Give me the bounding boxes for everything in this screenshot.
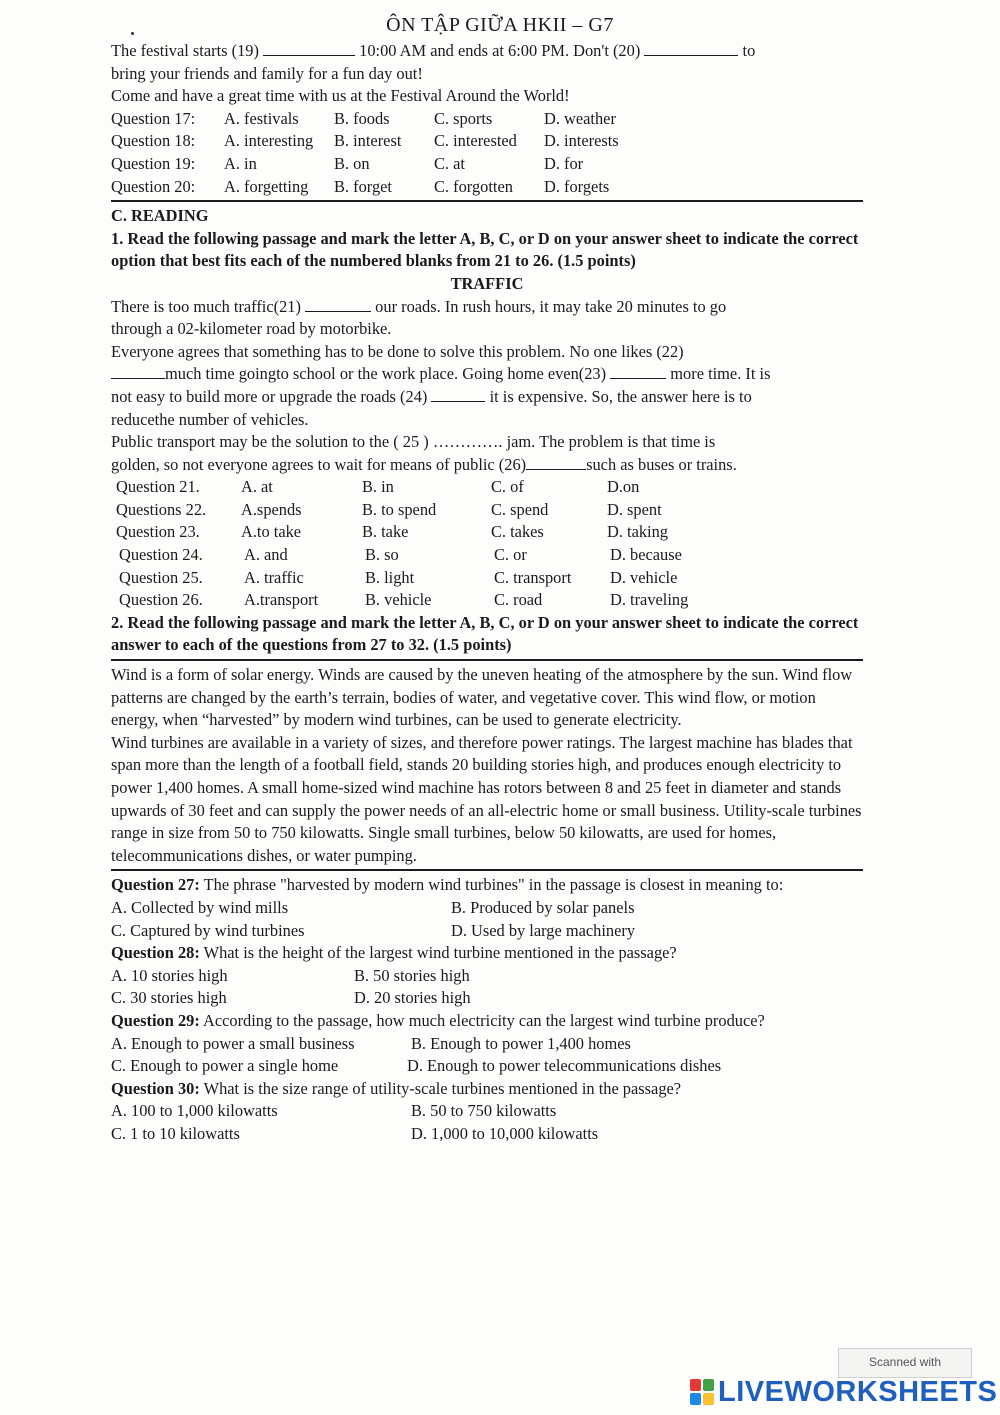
option-22-a[interactable]: A.spends bbox=[241, 499, 302, 519]
option-19-a[interactable]: A. in bbox=[224, 153, 257, 173]
option-23-a[interactable]: A.to take bbox=[241, 522, 302, 542]
question-24-row: Question 24. A. and B. so C. or D. because bbox=[119, 544, 863, 567]
option-19-d[interactable]: D. for bbox=[544, 153, 584, 173]
question-20-row: Question 20: A. forgetting B. forget C. forgotten D. forgets bbox=[111, 176, 863, 199]
option-26-d[interactable]: D. traveling bbox=[610, 590, 689, 610]
question-27-options-1 bbox=[111, 897, 863, 920]
question-28-stem: Question 28: What is the height of the largest wind turbine mentioned in the passage? bbox=[111, 943, 677, 963]
option-29-d[interactable]: D. Enough to power telecommunications dishes bbox=[407, 1056, 722, 1076]
option-21-c[interactable]: C. of bbox=[491, 477, 524, 497]
option-18-d[interactable]: D. interests bbox=[544, 131, 619, 151]
option-21-b[interactable]: B. in bbox=[362, 477, 394, 497]
option-20-c[interactable]: C. forgotten bbox=[434, 176, 513, 196]
reading-instruction-1: 1. Read the following passage and mark the letter A, B, C, or D on your answer sheet to indicate the correct option that best fits each of the numbered blanks from 21 to 26. (1.5 points) bbox=[111, 228, 859, 271]
passage-line-6: reducethe number of vehicles. bbox=[111, 409, 309, 429]
blank-24[interactable] bbox=[431, 387, 485, 402]
option-30-b[interactable]: B. 50 to 750 kilowatts bbox=[411, 1101, 557, 1121]
question-29-options-1 bbox=[111, 1033, 863, 1056]
blank-21[interactable] bbox=[305, 297, 371, 312]
question-28-options-1 bbox=[111, 965, 863, 988]
question-27-options-2 bbox=[111, 920, 863, 943]
question-19-row: Question 19: A. in B. on C. at D. for bbox=[111, 153, 863, 176]
option-24-c[interactable]: C. or bbox=[494, 545, 527, 565]
passage-divider-top bbox=[111, 659, 863, 661]
question-28-options-2 bbox=[111, 987, 863, 1010]
passage-line-2: through a 02-kilometer road by motorbike. bbox=[111, 319, 392, 339]
option-26-b[interactable]: B. vehicle bbox=[365, 590, 432, 610]
passage-line-8: golden, so not everyone agrees to wait for means of public (26) such as buses or trains. bbox=[111, 454, 737, 474]
blank-19[interactable] bbox=[263, 41, 355, 56]
option-19-b[interactable]: B. on bbox=[334, 153, 370, 173]
option-20-a[interactable]: A. forgetting bbox=[224, 176, 309, 196]
option-27-b[interactable]: B. Produced by solar panels bbox=[451, 897, 635, 917]
option-25-a[interactable]: A. traffic bbox=[244, 567, 304, 587]
wind-paragraph-2: Wind turbines are available in a variety of sizes, and therefore power ratings. The largest machine has blades that span more than the length of a football field, stands 20 building stories high, and produces enough electricity to power 1,400 homes. A small home-sized wind machine has rotors between 8 and 25 feet in diameter and stands upwards of 30 feet and can supply the power needs of an all-electric home or small business. Utility-scale turbines range in size from 50 to 750 kilowatts. Single small turbines, below 50 kilowatts, are used for homes, telecommunications dishes, or water pumping. bbox=[111, 732, 862, 865]
question-27-stem: Question 27: The phrase "harvested by modern wind turbines" in the passage is closest in meaning to: bbox=[111, 875, 784, 895]
option-28-d[interactable]: D. 20 stories high bbox=[354, 988, 471, 1008]
option-28-c[interactable]: C. 30 stories high bbox=[111, 988, 227, 1008]
option-30-d[interactable]: D. 1,000 to 10,000 kilowatts bbox=[411, 1123, 599, 1143]
option-25-c[interactable]: C. transport bbox=[494, 567, 572, 587]
option-17-a[interactable]: A. festivals bbox=[224, 108, 299, 128]
intro-line-2: bring your friends and family for a fun day out! bbox=[111, 63, 423, 83]
option-22-d[interactable]: D. spent bbox=[607, 499, 662, 519]
section-divider bbox=[111, 200, 863, 202]
option-26-a[interactable]: A.transport bbox=[244, 590, 319, 610]
option-23-c[interactable]: C. takes bbox=[491, 522, 544, 542]
liveworksheets-logo[interactable] bbox=[690, 1375, 997, 1409]
option-22-b[interactable]: B. to spend bbox=[362, 499, 437, 519]
passage-line-3: Everyone agrees that something has to be done to solve this problem. No one likes (22) bbox=[111, 341, 684, 361]
scanner-stamp: Scanned with bbox=[838, 1348, 972, 1378]
passage-line-4: much time goingto school or the work place. Going home even(23) more time. It is bbox=[111, 363, 863, 386]
question-30-options-2 bbox=[111, 1123, 863, 1146]
liveworksheets-logo-icon bbox=[690, 1379, 714, 1405]
wind-paragraph-1: Wind is a form of solar energy. Winds are caused by the uneven heating of the atmosphere by the sun. Wind flow patterns are changed by the earth’s terrain, bodies of water, and vegetative cover. This wind flow, or motion energy, when “harvested” by modern wind turbines, can be used to generate electricity. bbox=[111, 665, 853, 730]
option-18-a[interactable]: A. interesting bbox=[224, 131, 314, 151]
option-26-c[interactable]: C. road bbox=[494, 590, 543, 610]
passage-title: TRAFFIC bbox=[450, 273, 524, 293]
passage-divider-bottom bbox=[111, 869, 863, 871]
question-29-stem: Question 29: According to the passage, how much electricity can the largest wind turbine produce? bbox=[111, 1010, 765, 1030]
option-25-b[interactable]: B. light bbox=[365, 567, 415, 587]
option-22-c[interactable]: C. spend bbox=[491, 499, 549, 519]
option-17-b[interactable]: B. foods bbox=[334, 108, 390, 128]
option-17-c[interactable]: C. sports bbox=[434, 108, 493, 128]
option-30-c[interactable]: C. 1 to 10 kilowatts bbox=[111, 1123, 240, 1143]
question-18-row: Question 18: A. interesting B. interest C. interested D. interests bbox=[111, 130, 863, 153]
option-24-a[interactable]: A. and bbox=[244, 545, 288, 565]
passage-line-5: not easy to build more or upgrade the roads (24) it is expensive. So, the answer here is to bbox=[111, 386, 752, 406]
worksheet-content bbox=[111, 40, 863, 1146]
option-23-d[interactable]: D. taking bbox=[607, 522, 669, 542]
option-29-a[interactable]: A. Enough to power a small business bbox=[111, 1033, 355, 1053]
question-17-row: Question 17: A. festivals B. foods C. sports D. weather bbox=[111, 108, 863, 131]
blank-26[interactable] bbox=[526, 455, 586, 470]
option-29-c[interactable]: C. Enough to power a single home bbox=[111, 1056, 339, 1076]
liveworksheets-wordmark: LIVEWORKSHEETS bbox=[718, 1375, 998, 1408]
question-26-row: Question 26. A.transport B. vehicle C. road D. traveling bbox=[119, 589, 863, 612]
option-18-c[interactable]: C. interested bbox=[434, 131, 517, 151]
option-24-b[interactable]: B. so bbox=[365, 545, 399, 565]
question-29-options-2 bbox=[111, 1055, 863, 1078]
option-20-d[interactable]: D. forgets bbox=[544, 176, 610, 196]
option-27-a[interactable]: A. Collected by wind mills bbox=[111, 897, 289, 917]
reading-section-heading: C. READING bbox=[111, 206, 209, 226]
option-27-d[interactable]: D. Used by large machinery bbox=[451, 920, 636, 940]
question-22-row: Questions 22. A.spends B. to spend C. spend D. spent bbox=[116, 499, 863, 522]
option-21-d[interactable]: D.on bbox=[607, 477, 640, 497]
option-29-b[interactable]: B. Enough to power 1,400 homes bbox=[411, 1033, 631, 1053]
blank-23[interactable] bbox=[610, 364, 666, 379]
option-20-b[interactable]: B. forget bbox=[334, 176, 392, 196]
question-21-row: Question 21. A. at B. in C. of D.on bbox=[116, 476, 863, 499]
page-title: ÔN TẬP GIỮA HKII – G7 bbox=[386, 14, 614, 36]
option-28-b[interactable]: B. 50 stories high bbox=[354, 965, 470, 985]
option-25-d[interactable]: D. vehicle bbox=[610, 567, 678, 587]
question-23-row: Question 23. A.to take B. take C. takes D. taking bbox=[116, 521, 863, 544]
passage-line-7: Public transport may be the solution to the ( 25 ) …………. jam. The problem is that time is bbox=[111, 432, 716, 452]
option-30-a[interactable]: A. 100 to 1,000 kilowatts bbox=[111, 1101, 278, 1121]
option-18-b[interactable]: B. interest bbox=[334, 131, 402, 151]
reading-instruction-2: 2. Read the following passage and mark the letter A, B, C, or D on your answer sheet to indicate the correct answer to each of the questions from 27 to 32. (1.5 points) bbox=[111, 612, 859, 655]
passage-line-1: There is too much traffic(21) our roads. In rush hours, it may take 20 minutes to go bbox=[111, 296, 727, 316]
intro-line-1: The festival starts (19) 10:00 AM and ends at 6:00 PM. Don't (20) to bbox=[111, 41, 756, 60]
question-25-row: Question 25. A. traffic B. light C. transport D. vehicle bbox=[119, 567, 863, 590]
question-30-options-1 bbox=[111, 1100, 863, 1123]
option-27-c[interactable]: C. Captured by wind turbines bbox=[111, 920, 305, 940]
option-19-c[interactable]: C. at bbox=[434, 153, 465, 173]
blank-22[interactable] bbox=[111, 364, 165, 379]
intro-line-3: Come and have a great time with us at the Festival Around the World! bbox=[111, 86, 570, 106]
option-28-a[interactable]: A. 10 stories high bbox=[111, 965, 228, 985]
option-17-d[interactable]: D. weather bbox=[544, 108, 616, 128]
blank-20[interactable] bbox=[644, 41, 738, 56]
option-21-a[interactable]: A. at bbox=[241, 477, 273, 497]
option-23-b[interactable]: B. take bbox=[362, 522, 409, 542]
option-24-d[interactable]: D. because bbox=[610, 545, 682, 565]
question-30-stem: Question 30: What is the size range of utility-scale turbines mentioned in the passage? bbox=[111, 1078, 682, 1098]
